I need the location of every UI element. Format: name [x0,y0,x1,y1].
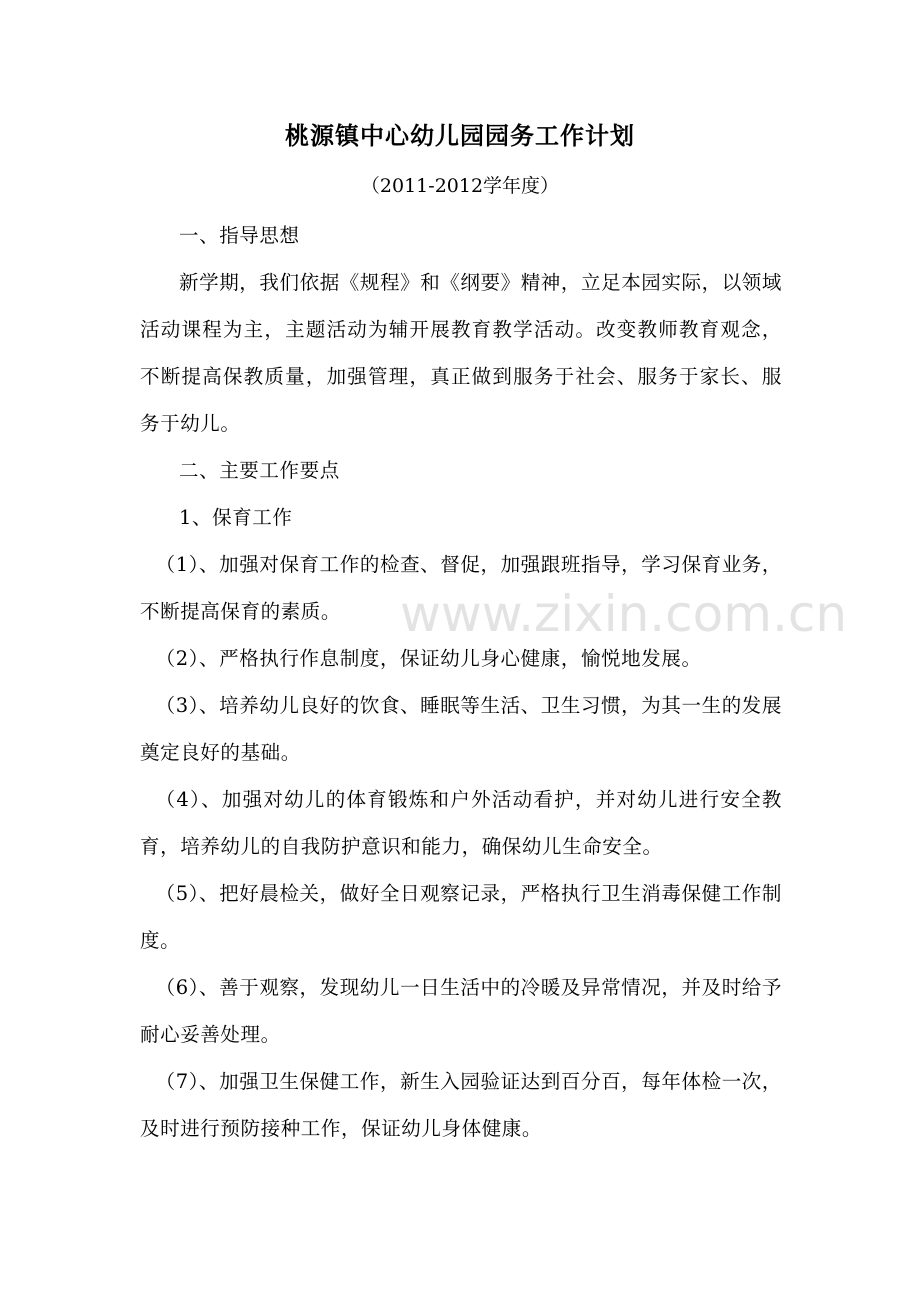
document-title: 桃源镇中心幼儿园园务工作计划 [285,122,635,150]
list-item-7: （7）、加强卫生保健工作，新生入园验证达到百分百，每年体检一次，及时进行预防接种工作，保证幼儿身体健康。 [140,1070,782,1140]
list-item-2: （2）、严格执行作息制度，保证幼儿身心健康，愉悦地发展。 [155,647,702,670]
subsection-heading-care-work: 1、保育工作 [179,506,293,529]
list-item-6: （6）、善于观察，发现幼儿一日生活中的冷暖及异常情况，并及时给予耐心妥善处理。 [140,976,782,1046]
watermark: www.zixin.com.cn [400,585,848,643]
section-heading-main-points: 二、主要工作要点 [179,459,340,482]
document-body [140,212,782,1152]
paragraph-guiding-ideology: 新学期，我们依据《规程》和《纲要》精神，立足本园实际，以领域活动课程为主，主题活动为辅开展教育教学活动。改变教师教育观念，不断提高保教质量，加强管理，真正做到服务于社会、服务于家长、服务于幼儿。 [140,271,783,435]
list-item-4: （4）、加强对幼儿的体育锻炼和户外活动看护，并对幼儿进行安全教育，培养幼儿的自我防护意识和能力，确保幼儿生命安全。 [140,788,782,858]
list-item-3: （3）、培养幼儿良好的饮食、睡眠等生活、卫生习惯，为其一生的发展奠定良好的基础。 [140,694,782,764]
list-item-5: （5）、把好晨检关，做好全日观察记录，严格执行卫生消毒保健工作制度。 [140,882,782,952]
document-subtitle: （2011-2012学年度） [360,175,560,197]
list-item-1: （1）、加强对保育工作的检查、督促，加强跟班指导，学习保育业务，不断提高保育的素质。 [140,553,782,623]
section-heading-guiding-ideology: 一、指导思想 [179,224,300,247]
